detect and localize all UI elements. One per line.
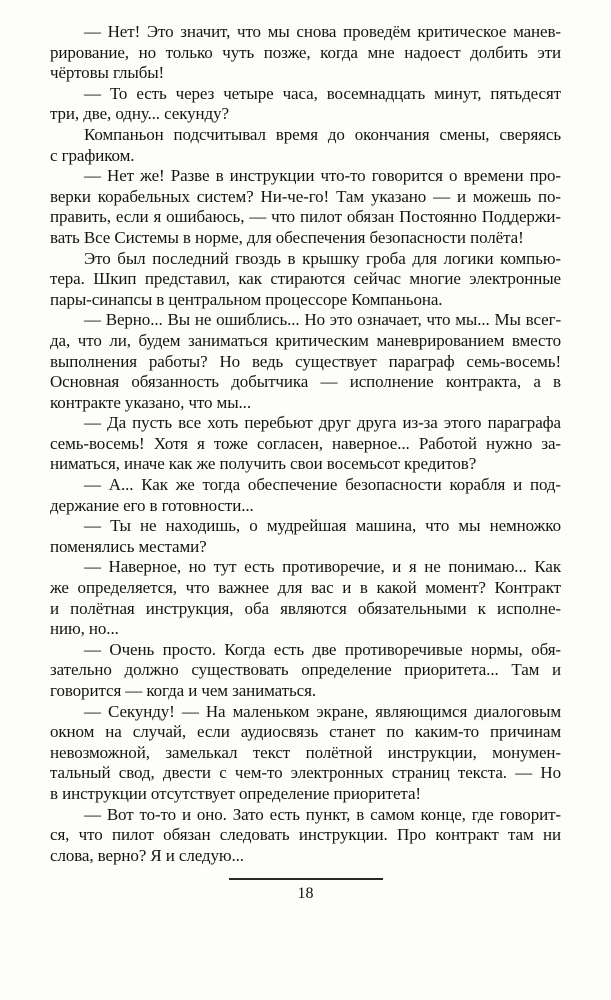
text-line: говорится — когда и чем заниматься. (50, 681, 316, 700)
text-line: нию, но... (50, 619, 119, 639)
text-line: выполнения работы? Но ведь существует параграф семь-восемь! (50, 351, 561, 371)
text-line: верки корабельных систем? Ни-че-го! Там указано — и можешь по- (50, 186, 561, 206)
text-line: чёртовы глыбы! (50, 63, 165, 83)
page-text (50, 22, 561, 866)
text-line: вать Все Системы в норме, для обеспечения безопасности полёта! (50, 227, 524, 247)
text-line: править, если я ошибаюсь, — что пилот обязан Постоянно Поддержи- (50, 207, 561, 227)
text-line: — То есть через четыре часа, восемнадцать минут, пятьдесят (84, 83, 561, 103)
text-line: — Наверное, но тут есть противоречие, и я не понимаю... Как (84, 557, 561, 577)
text-line: — Секунду! — На маленьком экране, являющимся диалоговым (84, 701, 561, 721)
text-line: контракте указано, что мы... (50, 392, 251, 412)
text-line: невозможной, замелькал текст полётной инструкции, монумен- (50, 742, 561, 762)
text-line: — Вот то-то и оно. Зато есть пункт, в самом конце, где говорит- (84, 804, 561, 824)
text-line: — А... Как же тогда обеспечение безопасности корабля и под- (84, 475, 561, 495)
text-line: Это был последний гвоздь в крышку гроба для логики компью- (84, 248, 561, 268)
text-line: же определяется, что важнее для вас и в какой момент? Контракт (50, 578, 561, 598)
text-line: держание его в готовности... (50, 495, 254, 515)
text-line: поменялись местами? (50, 536, 207, 556)
text-line: — Нет же! Разве в инструкции что-то говорится о времени про- (84, 166, 561, 186)
text-line: — Ты не находишь, о мудрейшая машина, что мы немножко (84, 516, 561, 536)
text-line: и полётная инструкция, оба являются обязательными к исполне- (50, 598, 561, 618)
text-line: Компаньон подсчитывал время до окончания смены, сверяясь (84, 124, 561, 144)
text-line: в инструкции отсутствует определение приоритета! (50, 783, 421, 803)
page-number: 18 (297, 885, 314, 902)
footer-rule (229, 878, 383, 880)
text-line: тера. Шкип представил, как стираются сейчас многие электронные (50, 269, 561, 289)
text-line: тальный свод, двести с чем-то электронных страниц текста. — Но (50, 763, 561, 783)
text-line: Основная обязанность добытчика — исполнение контракта, а в (50, 372, 561, 392)
text-line: три, две, одну... секунду? (50, 104, 229, 124)
text-line: рирование, но только чуть позже, когда мне надоест долбить эти (50, 42, 561, 62)
text-line: пары-синапсы в центральном процессоре Компаньона. (50, 289, 443, 309)
text-line: — Да пусть все хоть перебьют друг друга из-за этого параграфа (84, 413, 561, 433)
text-line: зательно должно существовать определение приоритета... Там и (50, 660, 561, 680)
text-line: с графиком. (50, 145, 135, 165)
text-line: да, что ли, будем заниматься критическим маневрированием вместо (50, 330, 561, 350)
text-line: слова, верно? Я и следую... (50, 845, 244, 865)
text-line: ся, что пилот обязан следовать инструкции. Про контракт там ни (50, 825, 561, 845)
text-line: ниматься, иначе как же получить свои восемьсот кредитов? (50, 454, 477, 474)
text-line: — Нет! Это значит, что мы снова проведём критическое манев- (84, 22, 561, 41)
text-line: — Очень просто. Когда есть две противоречивые нормы, обя- (84, 639, 561, 659)
text-line: окном на случай, если аудиосвязь станет по каким-то причинам (50, 722, 561, 742)
text-line: — Верно... Вы не ошиблись... Но это означает, что мы... Мы всег- (84, 310, 561, 330)
text-line: семь-восемь! Хотя я тоже согласен, наверное... Работой нужно за- (50, 433, 561, 453)
